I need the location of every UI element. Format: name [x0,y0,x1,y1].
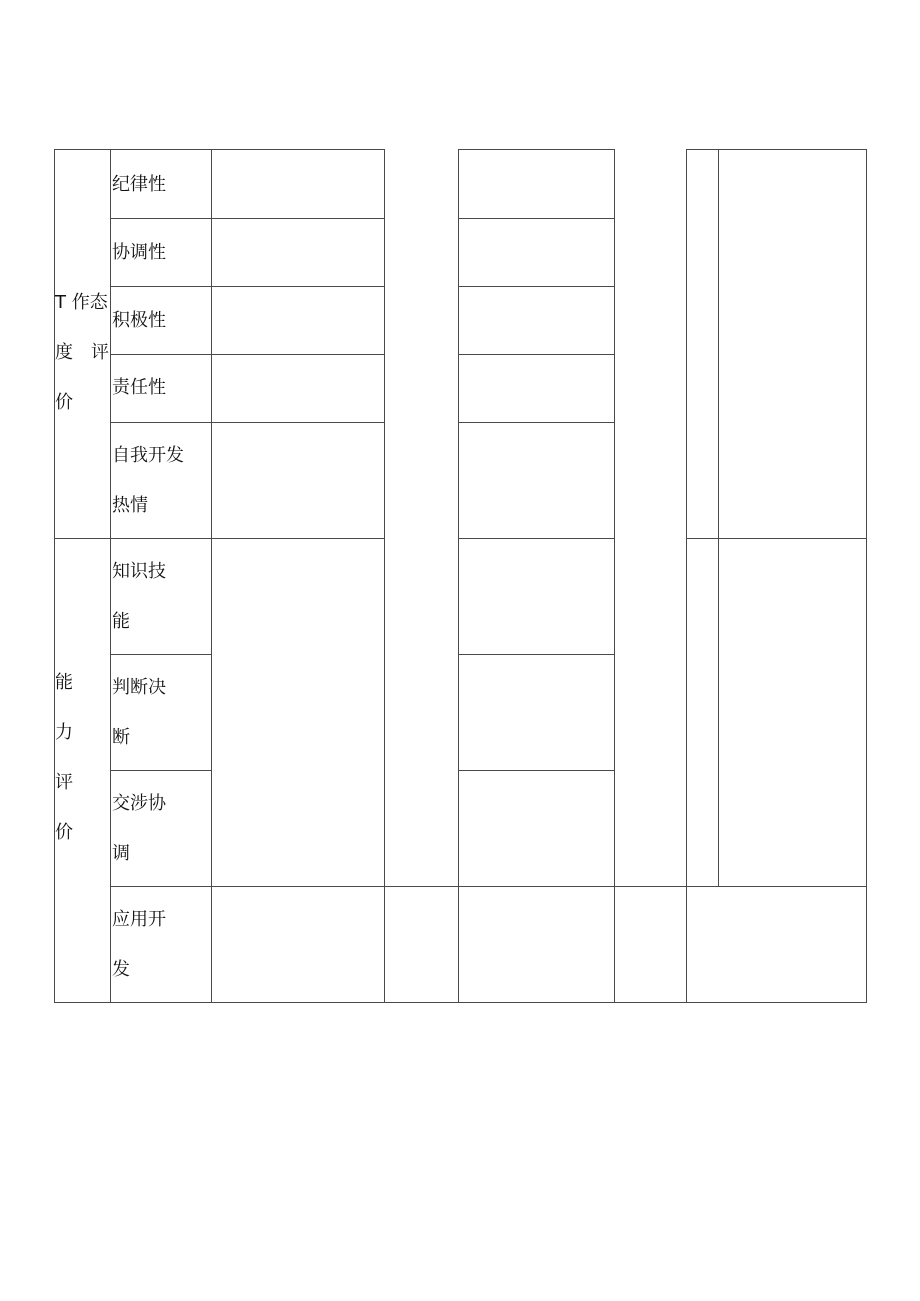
comment-cell[interactable] [459,771,613,885]
comment-cell[interactable] [459,287,613,353]
score-cell[interactable] [212,355,383,421]
column-divider [614,149,615,1003]
item-label-self-development: 热情 [112,495,148,516]
row-divider [110,770,211,771]
comment-cell[interactable] [459,887,613,1001]
comment-cell[interactable] [459,423,613,537]
table-border-bottom [54,1002,867,1003]
group-label-line: 评 [55,772,73,793]
item-label-application-development: 发 [112,959,130,980]
item-label-initiative: 积极性 [112,310,166,331]
comment-cell[interactable] [459,355,613,421]
group-label-ability [55,673,73,873]
group-label-line: 力 [55,722,73,743]
score-cell[interactable] [212,539,383,885]
item-label-negotiation: 交涉协 [112,793,166,814]
summary-cell[interactable] [719,539,865,885]
score-cell[interactable] [212,219,383,285]
item-label-knowledge-skill: 能 [112,611,130,632]
item-label-application-development: 应用开 [112,909,166,930]
item-label-coordination: 协调性 [112,242,166,263]
column-divider [384,149,385,1003]
column-divider [866,149,867,1003]
comment-cell[interactable] [459,219,613,285]
column-divider [110,149,111,1003]
comment-cell[interactable] [459,655,613,769]
comment-cell[interactable] [459,539,613,653]
score-cell[interactable] [212,887,383,1001]
item-label-responsibility: 责任性 [112,377,166,398]
item-label-judgment: 判断决 [112,677,166,698]
group-label-line: T 作态 [55,292,108,313]
group-label-line: 价 [55,822,73,843]
score-cell[interactable] [212,287,383,353]
comment-cell[interactable] [459,150,613,217]
summary-cell[interactable] [687,887,865,1001]
score-cell[interactable] [212,423,383,537]
group-label-line: 价 [55,392,73,413]
score-cell[interactable] [212,150,383,217]
column-divider [686,149,687,1003]
group-label-line: 能 [55,672,73,693]
item-label-self-development: 自我开发 [112,445,184,466]
group-label-attitude [55,293,109,443]
item-label-knowledge-skill: 知识技 [112,561,166,582]
item-label-negotiation: 调 [112,843,130,864]
item-label-discipline: 纪律性 [112,174,166,195]
summary-cell[interactable] [719,150,865,537]
row-divider [110,654,211,655]
item-label-judgment: 断 [112,727,130,748]
column-divider [54,149,55,1003]
group-label-line: 度 评 [55,342,109,363]
